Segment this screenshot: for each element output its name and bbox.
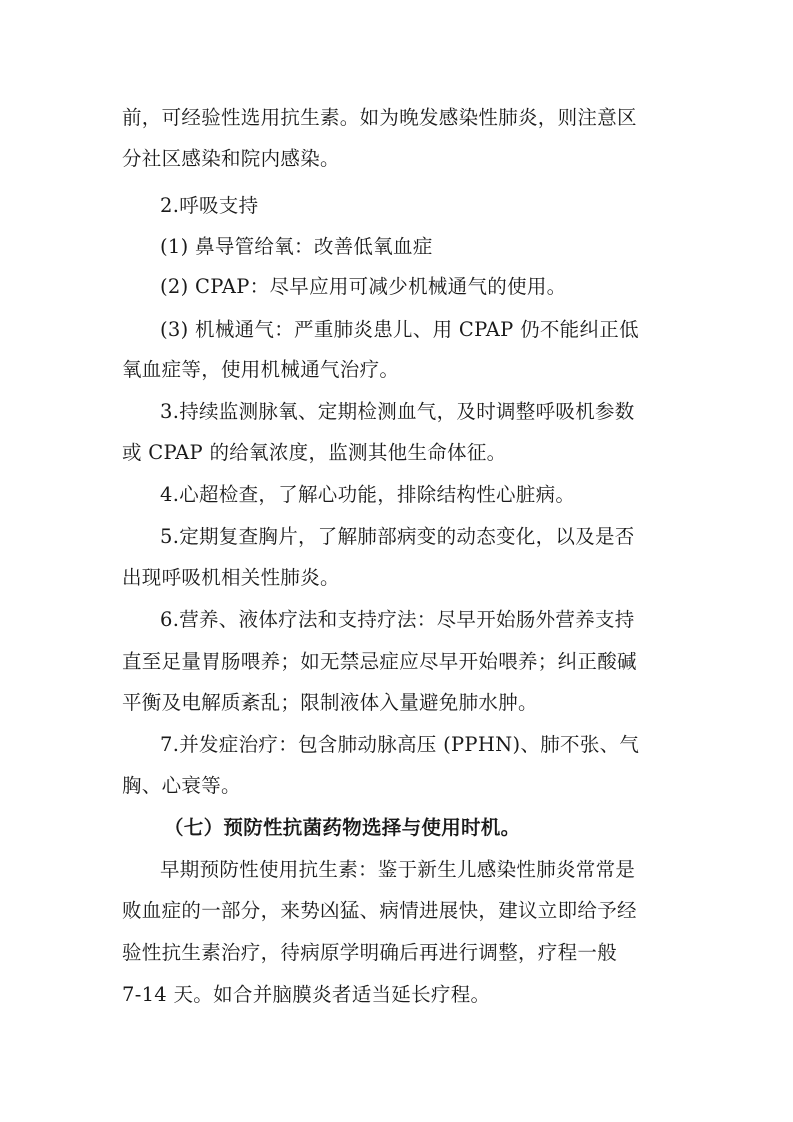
- text-line-20: 败血症的一部分，来势凶猛、病情进展快，建议立即给予经: [122, 899, 637, 922]
- list-item-3-monitoring: 3.持续监测脉氧、定期检测血气，及时调整呼吸机参数: [160, 400, 635, 423]
- text-line-17: 胸、心衰等。: [122, 774, 241, 797]
- text-line-1: 前，可经验性选用抗生素。如为晚发感染性肺炎，则注意区: [122, 106, 637, 129]
- list-item-2-cpap: (2) CPAP：尽早应用可减少机械通气的使用。: [160, 275, 567, 298]
- list-item-3-mechanical-ventilation: (3) 机械通气：严重肺炎患儿、用 CPAP 仍不能纠正低: [160, 318, 639, 341]
- text-line-22: 7-14 天。如合并脑膜炎者适当延长疗程。: [122, 983, 491, 1006]
- list-item-7-complications: 7.并发症治疗：包含肺动脉高压 (PPHN)、肺不张、气: [160, 733, 640, 756]
- text-line-19: 早期预防性使用抗生素：鉴于新生儿感染性肺炎常常是: [160, 858, 636, 881]
- list-item-4-echocardiography: 4.心超检查，了解心功能，排除结构性心脏病。: [160, 483, 576, 506]
- list-item-1-nasal-cannula: (1) 鼻导管给氧：改善低氧血症: [160, 235, 433, 258]
- list-item-6-nutrition: 6.营养、液体疗法和支持疗法：尽早开始肠外营养支持: [160, 608, 635, 631]
- text-line-12: 出现呼吸机相关性肺炎。: [122, 566, 340, 589]
- text-line-2: 分社区感染和院内感染。: [122, 147, 340, 170]
- text-line-21: 验性抗生素治疗，待病原学明确后再进行调整，疗程一般: [122, 941, 618, 964]
- text-line-9: 或 CPAP 的给氧浓度，监测其他生命体征。: [122, 441, 507, 464]
- list-heading-2-respiratory-support: 2.呼吸支持: [160, 194, 259, 217]
- text-line-14: 直至足量胃肠喂养；如无禁忌症应尽早开始喂养；纠正酸碱: [122, 650, 637, 673]
- section-heading-7: （七）预防性抗菌药物选择与使用时机。: [164, 816, 521, 839]
- text-line-15: 平衡及电解质紊乱；限制液体入量避免肺水肿。: [122, 691, 538, 714]
- list-item-5-chest-xray: 5.定期复查胸片，了解肺部病变的动态变化，以及是否: [160, 525, 635, 548]
- text-line-7: 氧血症等，使用机械通气治疗。: [122, 358, 400, 381]
